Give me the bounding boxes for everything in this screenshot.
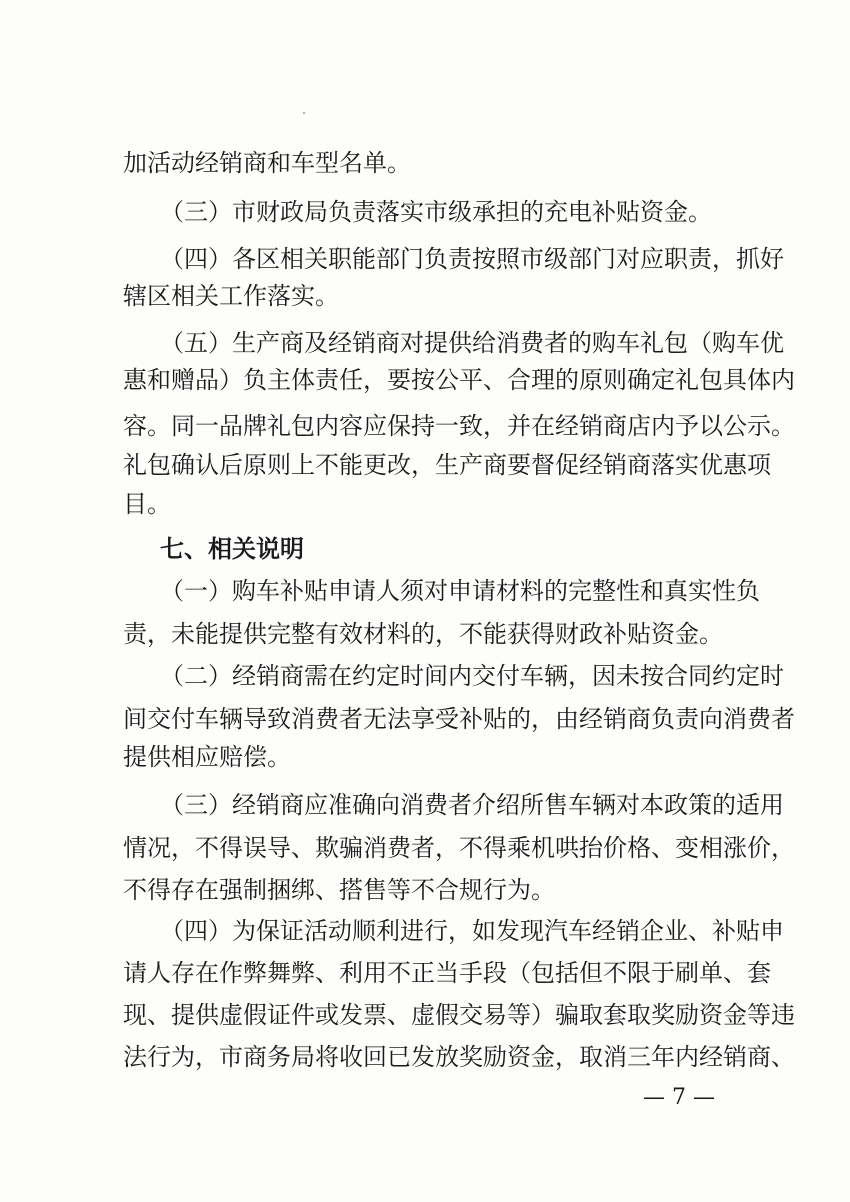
paragraph-line: （三）经销商应准确向消费者介绍所售车辆对本政策的适用 — [160, 791, 784, 819]
scan-speck — [303, 112, 305, 114]
paragraph-line: 辖区相关工作落实。 — [123, 282, 339, 310]
paragraph-line: 加活动经销商和车型名单。 — [123, 149, 411, 177]
paragraph-line: 礼包确认后原则上不能更改，生产商要督促经销商落实优惠项 — [123, 451, 771, 479]
paragraph-line: （四）各区相关职能部门负责按照市级部门对应职责，抓好 — [160, 245, 784, 273]
paragraph-line: （三）市财政局负责落实市级承担的充电补贴资金。 — [160, 198, 712, 226]
paragraph-line: 提供相应赔偿。 — [123, 743, 291, 771]
paragraph-line: 不得存在强制捆绑、搭售等不合规行为。 — [123, 876, 555, 904]
paragraph-line: 目。 — [123, 490, 171, 518]
paragraph-line: （二）经销商需在约定时间内交付车辆，因未按合同约定时 — [160, 662, 784, 690]
paragraph-line: 容。同一品牌礼包内容应保持一致，并在经销商店内予以公示。 — [123, 412, 795, 440]
paragraph-line: 情况，不得误导、欺骗消费者，不得乘机哄抬价格、变相涨价， — [123, 834, 795, 862]
paragraph-line: 请人存在作弊舞弊、利用不正当手段（包括但不限于刷单、套 — [123, 959, 771, 987]
paragraph-line: 法行为，市商务局将收回已发放奖励资金，取消三年内经销商、 — [123, 1043, 795, 1071]
paragraph-line: （五）生产商及经销商对提供给消费者的购车礼包（购车优 — [160, 329, 784, 357]
paragraph-line: （四）为保证活动顺利进行，如发现汽车经销企业、补贴申 — [160, 917, 784, 945]
paragraph-line: 现、提供虚假证件或发票、虚假交易等）骗取套取奖励资金等违 — [123, 1001, 795, 1029]
paragraph-line: 责，未能提供完整有效材料的，不能获得财政补贴资金。 — [123, 620, 723, 648]
section-heading: 七、相关说明 — [160, 535, 304, 563]
page-number: — 7 — — [643, 1085, 715, 1110]
paragraph-line: 间交付车辆导致消费者无法享受补贴的，由经销商负责向消费者 — [123, 705, 795, 733]
paragraph-line: 惠和赠品）负主体责任，要按公平、合理的原则确定礼包具体内 — [123, 366, 795, 394]
paragraph-line: （一）购车补贴申请人须对申请材料的完整性和真实性负 — [160, 577, 760, 605]
